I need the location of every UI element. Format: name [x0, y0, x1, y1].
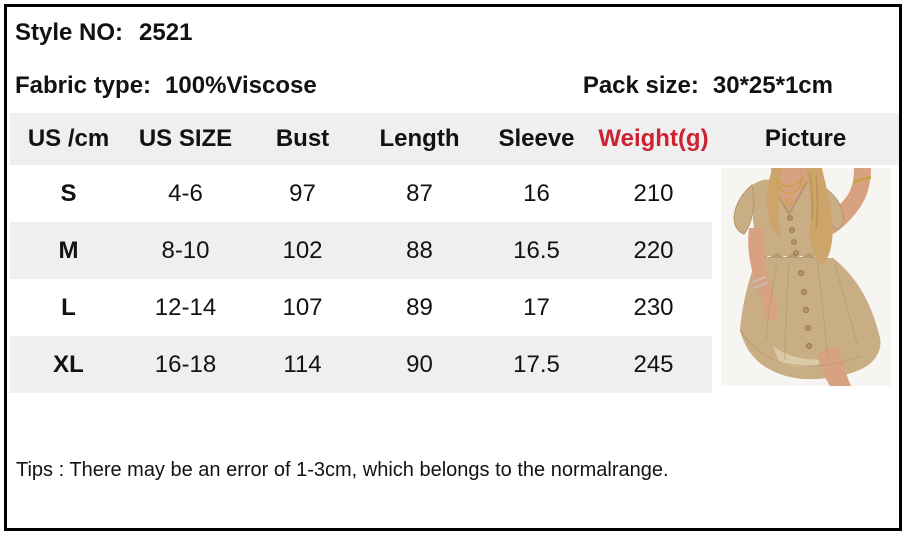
- fabric-type-value: 100%Viscose: [165, 72, 317, 99]
- row-s-weight: 210: [633, 179, 674, 207]
- row-l-us-size: 12-14: [154, 293, 217, 321]
- row-m-us-size: 8-10: [127, 222, 244, 279]
- row-m-bust: 102: [244, 222, 361, 279]
- pack-size-label: Pack size:: [582, 72, 699, 99]
- col-header-length: Length: [361, 113, 478, 165]
- meta-line: [15, 72, 833, 100]
- row-l-sleeve: 17: [523, 293, 550, 321]
- fabric-type-label: Fabric type:: [15, 72, 152, 99]
- dress-photo: [721, 168, 891, 386]
- col-header-sleeve: Sleeve: [478, 113, 595, 165]
- size-table: [10, 113, 899, 393]
- col-header-us-cm: US /cm: [10, 113, 127, 165]
- pack-size: [583, 72, 833, 100]
- row-xl-size: XL: [10, 336, 127, 393]
- row-s-sleeve: 16: [523, 179, 550, 207]
- row-s-bust: 97: [289, 179, 316, 207]
- row-xl-weight: 245: [595, 336, 712, 393]
- col-header-picture: Picture: [712, 113, 899, 165]
- row-l-length: 89: [406, 293, 433, 321]
- row-s-size: S: [60, 179, 77, 207]
- row-m-length: 88: [361, 222, 478, 279]
- row-xl-bust: 114: [244, 336, 361, 393]
- row-xl-us-size: 16-18: [127, 336, 244, 393]
- row-l-size: L: [61, 293, 76, 321]
- size-chart-frame: [4, 4, 902, 531]
- col-header-weight: Weight(g): [595, 113, 712, 165]
- row-xl-length: 90: [361, 336, 478, 393]
- col-header-us-size: US SIZE: [127, 113, 244, 165]
- style-no-label: Style NO:: [15, 19, 124, 46]
- pack-size-value: 30*25*1cm: [712, 72, 833, 99]
- style-no-value: 2521: [139, 19, 193, 46]
- picture-cell: [712, 165, 899, 393]
- row-s-length: 87: [406, 179, 433, 207]
- row-m-size: M: [10, 222, 127, 279]
- row-m-sleeve: 16.5: [478, 222, 595, 279]
- style-no-line: [15, 19, 899, 47]
- row-s-us-size: 4-6: [168, 179, 203, 207]
- row-m-weight: 220: [595, 222, 712, 279]
- col-header-bust: Bust: [244, 113, 361, 165]
- row-l-bust: 107: [282, 293, 323, 321]
- row-l-weight: 230: [633, 293, 674, 321]
- fabric-type: [15, 72, 317, 100]
- tips-text: Tips : There may be an error of 1-3cm, which belongs to the normalrange.: [16, 459, 669, 481]
- row-xl-sleeve: 17.5: [478, 336, 595, 393]
